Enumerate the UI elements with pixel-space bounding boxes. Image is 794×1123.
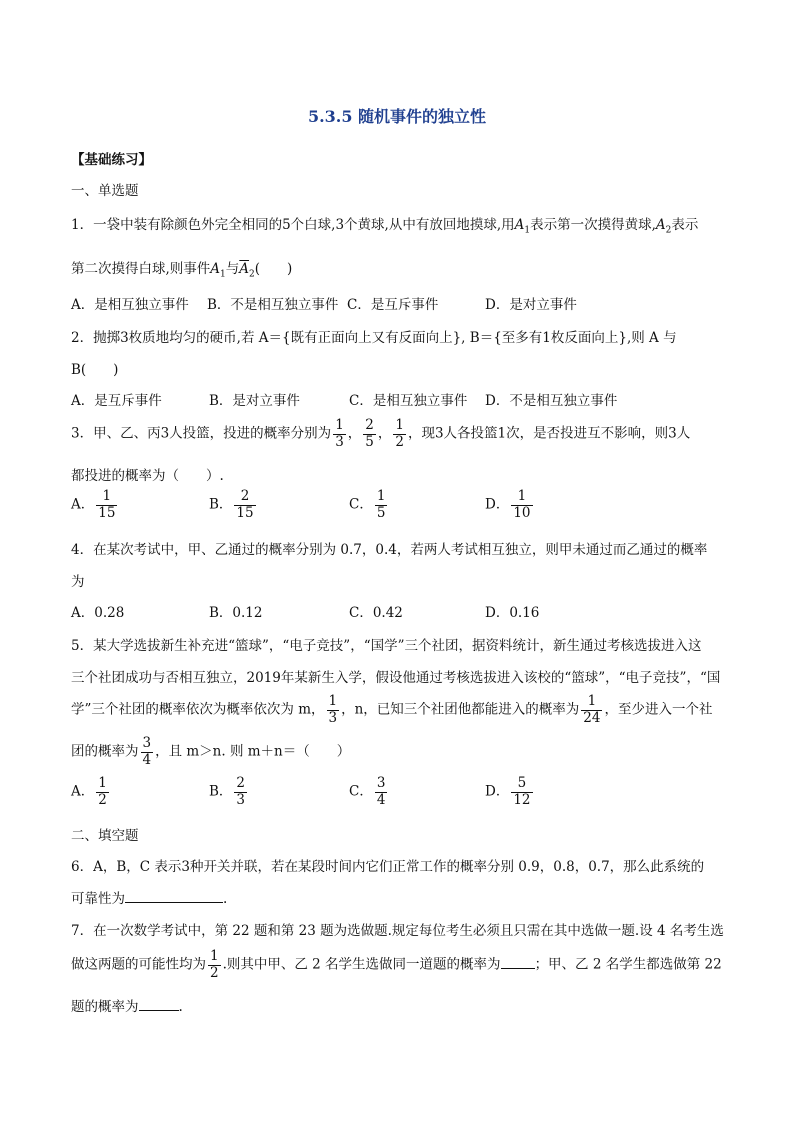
q3-option-a[interactable]: A． $\frac{1}{15}$: [71, 488, 116, 521]
fraction: $\frac{3}{4}$: [142, 735, 152, 768]
q5-option-d[interactable]: D． $\frac{5}{12}$: [485, 775, 531, 808]
q3-line-1: 3．甲、乙、丙3人投篮，投进的概率分别为 $\frac{1}{3}$ ， $\frac{2}{5}$ ， $\frac{1}{2}$ ，现3人各投篮1次，是否投进互不影响，则3人: [71, 417, 691, 450]
fraction: $\frac{5}{12}$: [513, 775, 531, 808]
q5-option-c[interactable]: C． $\frac{3}{4}$: [349, 775, 386, 808]
fraction: $\frac{1}{3}$: [328, 693, 338, 726]
fraction: $\frac{1}{5}$: [376, 488, 386, 521]
q1-option-d[interactable]: D．是对立事件: [485, 297, 577, 313]
fraction: $\frac{1}{2}$: [395, 417, 404, 450]
q2-option-b[interactable]: B．是对立事件: [209, 393, 300, 409]
q7-answer-blank-2[interactable]: [139, 998, 179, 1011]
q3-option-d[interactable]: D． $\frac{1}{10}$: [485, 488, 531, 521]
q4-option-d[interactable]: D．0.16: [485, 605, 540, 621]
q2-option-a[interactable]: A．是互斥事件: [71, 393, 162, 409]
fraction: $\frac{2}{15}$: [236, 488, 254, 521]
q3-line-2: 都投进的概率为（ ）.: [71, 468, 224, 484]
q5-line-3: 学”三个社团的概率依次为概率依次为 m， $\frac{1}{3}$ ，n，已知三个社团他都能进入的概率为 $\frac{1}{24}$ ，至少进入一个社: [71, 693, 713, 726]
q7-line-3: 题的概率为 .: [71, 999, 183, 1015]
q7-line-1: 7．在一次数学考试中，第 22 题和第 23 题为选做题.规定每位考生必须且只需在其中选做一题.设 4 名考生选: [71, 923, 724, 939]
q2-line-1: 2．抛掷3枚质地均匀的硬币,若 A＝{既有正面向上又有反面向上}, B＝{至多有1枚反面向上},则 A 与: [71, 330, 677, 346]
section-heading: 【基础练习】: [71, 152, 152, 168]
q6-line-2: 可靠性为 .: [71, 891, 228, 907]
fraction: $\frac{3}{4}$: [376, 775, 386, 808]
part-heading-fill-in: 二、填空题: [71, 828, 139, 844]
q4-line-2: 为: [71, 574, 85, 590]
q3-option-c[interactable]: C． $\frac{1}{5}$: [349, 488, 386, 521]
fraction: $\frac{2}{5}$: [365, 417, 374, 450]
q1-line-2: 第二次摸得白球,则事件$A_1$与$\overline{A}_2$( ): [71, 261, 293, 280]
fraction: $\frac{1}{24}$: [583, 693, 601, 726]
q7-answer-blank-1[interactable]: [501, 956, 535, 969]
fraction: $\frac{1}{3}$: [335, 417, 344, 450]
q4-option-a[interactable]: A．0.28: [71, 605, 125, 621]
q5-line-4: 团的概率为 $\frac{3}{4}$ ，且 m＞n. 则 m＋n＝（ ）: [71, 735, 351, 768]
q4-line-1: 4．在某次考试中，甲、乙通过的概率分别为 0.7，0.4，若两人考试相互独立，则甲未通过而乙通过的概率: [71, 542, 708, 558]
q1-line-1: 1．一袋中装有除颜色外完全相同的5个白球,3个黄球,从中有放回地摸球,用$A_1$表示第一次摸得黄球$,A_2$表示: [71, 217, 699, 236]
q4-option-c[interactable]: C．0.42: [349, 605, 403, 621]
q1-option-c[interactable]: C．是互斥事件: [347, 297, 439, 313]
q5-option-b[interactable]: B． $\frac{2}{3}$: [209, 775, 246, 808]
fraction: $\frac{1}{10}$: [513, 488, 531, 521]
part-heading-single-choice: 一、单选题: [71, 183, 139, 199]
q5-option-a[interactable]: A． $\frac{1}{2}$: [71, 775, 107, 808]
q6-line-1: 6．A，B，C 表示3种开关并联，若在某段时间内它们正常工作的概率分别 0.9，0.8，0.7，那么此系统的: [71, 859, 705, 875]
fraction: $\frac{1}{2}$: [98, 775, 107, 808]
q1-option-a[interactable]: A．是相互独立事件: [71, 297, 189, 313]
fraction: $\frac{1}{2}$: [210, 948, 219, 981]
fraction: $\frac{2}{3}$: [236, 775, 246, 808]
q6-answer-blank[interactable]: [125, 890, 223, 903]
page-title: 5.3.5 随机事件的独立性: [307, 107, 487, 126]
q2-option-c[interactable]: C．是相互独立事件: [349, 393, 468, 409]
q2-line-2: B( ): [71, 362, 119, 378]
q3-option-b[interactable]: B． $\frac{2}{15}$: [209, 488, 254, 521]
q7-line-2: 做这两题的可能性均为 $\frac{1}{2}$ .则其中甲、乙 2 名学生选做同一道题的概率为 ；甲、乙 2 名学生都选做第 22: [71, 948, 722, 981]
q5-line-2: 三个社团成功与否相互独立，2019年某新生入学，假设他通过考核选拔进入该校的“篮球”，“电子竞技”，“国: [71, 670, 721, 686]
q5-line-1: 5．某大学选拔新生补充进“篮球”，“电子竞技”，“国学”三个社团，据资料统计，新生通过考核选拔进入这: [71, 638, 702, 654]
q4-option-b[interactable]: B．0.12: [209, 605, 263, 621]
fraction: $\frac{1}{15}$: [98, 488, 116, 521]
q2-option-d[interactable]: D．不是相互独立事件: [485, 393, 618, 409]
q1-option-b[interactable]: B．不是相互独立事件: [207, 297, 339, 313]
